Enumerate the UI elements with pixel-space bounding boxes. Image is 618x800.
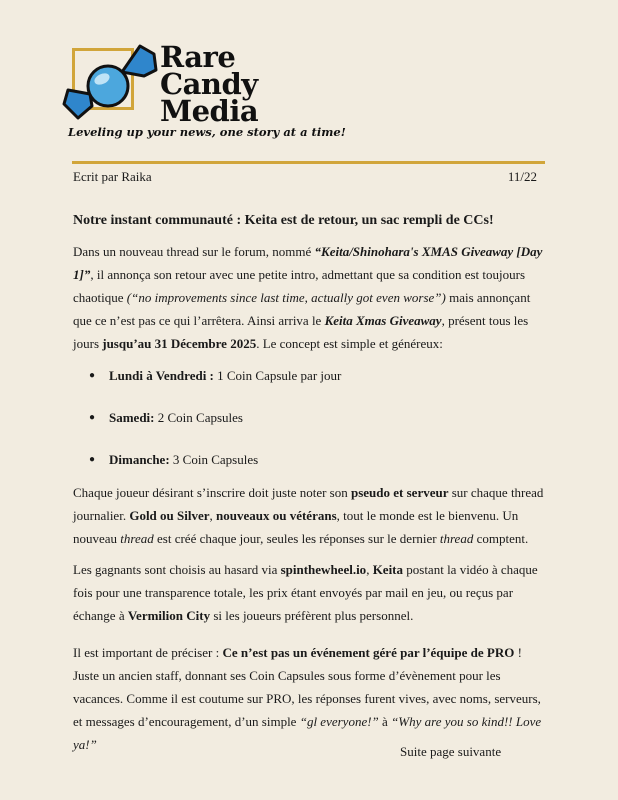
list-item (73, 406, 546, 429)
emphasis: nouveaux ou vétérans (216, 508, 337, 523)
list-item-label: Lundi à Vendredi : (109, 368, 214, 383)
thread-title: “Keita/Shinohara's XMAS Giveaway [Day 1]” (73, 244, 543, 282)
brand-tagline: Leveling up your news, one story at a time! (68, 125, 346, 139)
article-body (73, 209, 546, 756)
brand-name-line3: Media (160, 94, 259, 128)
continued-note: Suite page suivante (400, 744, 502, 759)
list-item-label: Samedi: (109, 410, 155, 425)
header-rule (72, 161, 545, 164)
text-run: , tout le monde est le bienvenu. Un nouveau (73, 508, 519, 546)
emphasis: Gold ou Silver (129, 508, 210, 523)
emphasis: thread (120, 531, 154, 546)
text-run: , présent tous les jours (73, 313, 529, 351)
text-run: Il est important de préciser : (73, 645, 223, 660)
quote: (“no improvements since last time, actually got even worse”) (126, 290, 446, 305)
text-run: comptent. (473, 531, 529, 546)
list-item (73, 364, 546, 387)
emphasis: Vermilion City (127, 608, 211, 623)
emphasis: pseudo et serveur (351, 485, 449, 500)
quote: “gl everyone!” (299, 714, 379, 729)
author-byline: Ecrit par Raika (73, 169, 152, 184)
text-run: postant la vidéo à chaque fois pour une transparence totale, les prix étant envoyés par mail en jeu, ou reçus par échange à (73, 562, 538, 623)
text-run: est créé chaque jour, seules les réponses sur le dernier (153, 531, 440, 546)
paragraph-winners (73, 558, 546, 627)
paragraph-intro (73, 240, 546, 355)
article-headline: Notre instant communauté : Keita est de retour, un sac rempli de CCs! (73, 213, 494, 228)
list-item (73, 448, 546, 471)
text-run: ! Juste un ancien staff, donnant ses Coin Capsules sous forme d’évènement pour les vacances. Comme il est coutume sur PRO, les réponses furent vives, avec noms, serveurs, et messages d’encouragement, d’un simple (73, 645, 541, 729)
brand-name (160, 40, 259, 128)
list-item-label: Dimanche: (109, 452, 170, 467)
paragraph-rules (73, 481, 546, 550)
brand-logo (60, 40, 360, 150)
list-item-text: 1 Coin Capsule par jour (213, 368, 342, 383)
article-meta (73, 169, 537, 185)
list-item-text: 2 Coin Capsules (154, 410, 243, 425)
emphasis: Ce n’est pas un événement géré par l’équipe de PRO (222, 645, 515, 660)
paragraph-note (73, 641, 546, 756)
page-number: 11/22 (507, 169, 537, 184)
emphasis: Keita (372, 562, 404, 577)
brand-name-line2: Candy (160, 67, 258, 101)
text-run: , (366, 562, 373, 577)
text-run: Chaque joueur désirant s’inscrire doit juste noter son (73, 485, 351, 500)
text-run: si les joueurs préfèrent plus personnel. (210, 608, 414, 623)
text-run: Les gagnants sont choisis au hasard via (73, 562, 281, 577)
text-run: . Le concept est simple et généreux: (256, 336, 443, 351)
text-run: mais annonçant que ce n’est pas ce qui l’arrêtera. Ainsi arriva le (73, 290, 531, 328)
candy-icon (60, 40, 160, 122)
brand-name-line1: Rare (160, 40, 236, 74)
text-run: à (378, 714, 392, 729)
text-run: Dans un nouveau thread sur le forum, nommé (73, 244, 315, 259)
text-run: sur chaque thread journalier. (73, 485, 544, 523)
quote: “Why are you so kind!! Love ya!” (73, 714, 542, 752)
end-date: jusqu’au 31 Décembre 2025 (102, 336, 257, 351)
text-run: , (209, 508, 217, 523)
reward-list (73, 364, 546, 471)
list-item-text: 3 Coin Capsules (169, 452, 259, 467)
event-name: Keita Xmas Giveaway (324, 313, 442, 328)
emphasis: thread (439, 531, 474, 546)
emphasis: spinthewheel.io (280, 562, 367, 577)
text-run: , il annonça son retour avec une petite intro, admettant que sa condition est toujours chaotique (73, 267, 525, 305)
